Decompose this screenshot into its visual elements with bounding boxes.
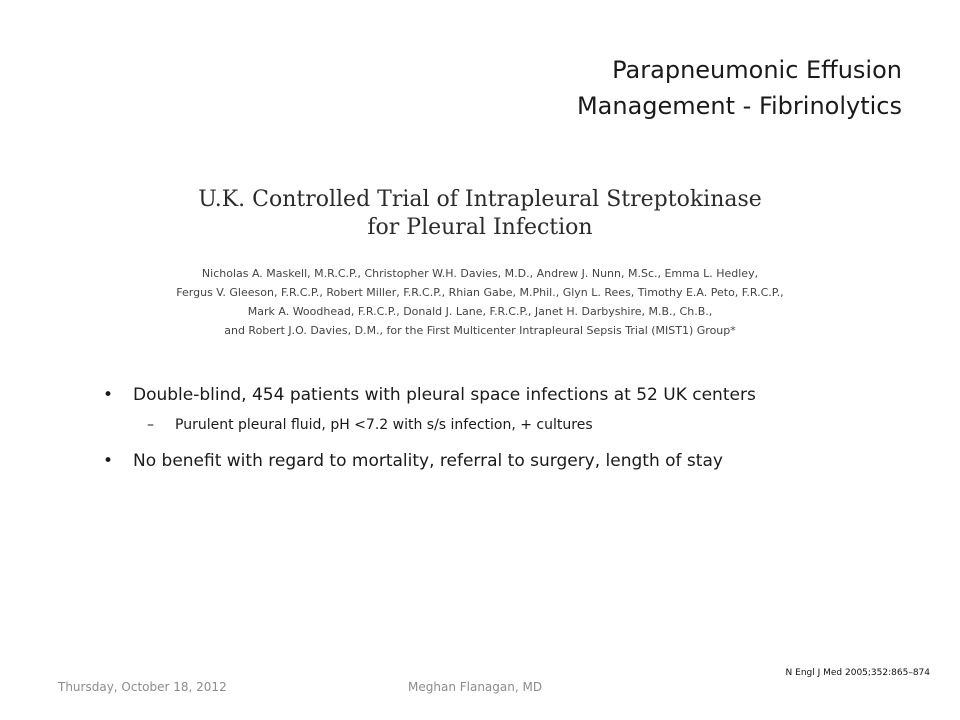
sub-bullet-marker: – xyxy=(147,417,154,433)
paper-title-line-2: for Pleural Infection xyxy=(367,215,593,240)
bullet-text: Double-blind, 454 patients with pleural space infections at 52 UK centers xyxy=(133,385,756,405)
paper-title xyxy=(110,186,850,242)
paper-header-excerpt xyxy=(110,186,850,340)
sub-bullet-item xyxy=(103,410,923,440)
slide-title xyxy=(302,52,902,124)
slide-title-line-1: Parapneumonic Effusion xyxy=(612,56,902,84)
sub-bullet-text: Purulent pleural fluid, pH <7.2 with s/s infection, + cultures xyxy=(175,417,593,433)
bullet-list xyxy=(103,380,923,476)
paper-authors-line: Mark A. Woodhead, F.R.C.P., Donald J. Lane, F.R.C.P., Janet H. Darbyshire, M.B., Ch.B., xyxy=(247,305,713,318)
bullet-item xyxy=(103,446,923,476)
footer-author: Meghan Flanagan, MD xyxy=(408,680,543,694)
paper-authors-line: Fergus V. Gleeson, F.R.C.P., Robert Miller, F.R.C.P., Rhian Gabe, M.Phil., Glyn L. Rees, Timothy E.A. Peto, F.R.C.P., xyxy=(176,286,784,299)
slide-title-line-2: Management - Fibrinolytics xyxy=(576,92,902,120)
bullet-marker: • xyxy=(103,451,114,471)
footer-date: Thursday, October 18, 2012 xyxy=(58,680,227,694)
paper-authors-line: Nicholas A. Maskell, M.R.C.P., Christopher W.H. Davies, M.D., Andrew J. Nunn, M.Sc., Emma L. Hedley, xyxy=(201,267,759,280)
bullet-marker: • xyxy=(103,385,114,405)
paper-authors-line: and Robert J.O. Davies, D.M., for the First Multicenter Intrapleural Sepsis Trial (MIST1) Group* xyxy=(224,324,736,337)
journal-citation: N Engl J Med 2005;352:865–874 xyxy=(785,668,930,678)
bullet-text: No benefit with regard to mortality, referral to surgery, length of stay xyxy=(133,451,723,471)
paper-title-line-1: U.K. Controlled Trial of Intrapleural Streptokinase xyxy=(198,187,762,212)
bullet-item xyxy=(103,380,923,410)
paper-authors xyxy=(110,264,850,340)
